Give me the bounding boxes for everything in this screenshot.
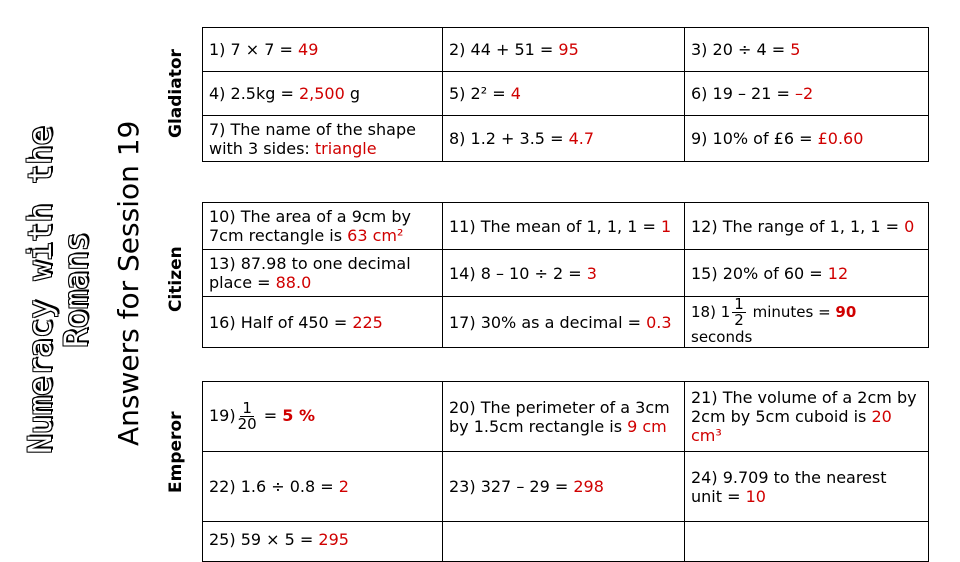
table-row xyxy=(203,452,929,522)
question-cell: 8) 1.2 + 3.5 = 4.7 xyxy=(443,116,685,162)
question-cell: 24) 9.709 to the nearest unit = 10 xyxy=(685,452,929,522)
question-cell: 19) $\frac{1}{20}$ = 5 % xyxy=(203,382,443,452)
question-cell: 18) 1 $\frac{1}{2}$ minutes = 90 seconds xyxy=(685,297,929,348)
table-row xyxy=(203,116,929,162)
question-cell xyxy=(443,522,685,562)
table-row xyxy=(203,250,929,297)
emperor-table xyxy=(202,381,929,562)
table-row xyxy=(203,382,929,452)
table-row xyxy=(203,203,929,250)
title-line2: Romans xyxy=(57,232,95,348)
question-cell: 16) Half of 450 = 225 xyxy=(203,297,443,348)
question-cell: 14) 8 – 10 ÷ 2 = 3 xyxy=(443,250,685,297)
question-cell: 17) 30% as a decimal = 0.3 xyxy=(443,297,685,348)
citizen-table xyxy=(202,202,929,348)
fraction: $\frac{1}{20}$ xyxy=(237,399,257,433)
question-cell: 12) The range of 1, 1, 1 = 0 xyxy=(685,203,929,250)
table-row xyxy=(203,297,929,348)
table-row xyxy=(203,522,929,562)
question-cell: 22) 1.6 ÷ 0.8 = 2 xyxy=(203,452,443,522)
question-cell: 23) 327 – 29 = 298 xyxy=(443,452,685,522)
gladiator-table xyxy=(202,27,929,162)
question-cell: 15) 20% of 60 = 12 xyxy=(685,250,929,297)
question-cell: 7) The name of the shape with 3 sides: triangle xyxy=(203,116,443,162)
question-cell: 20) The perimeter of a 3cm by 1.5cm rectangle is 9 cm xyxy=(443,382,685,452)
table-row xyxy=(203,72,929,116)
question-cell: 13) 87.98 to one decimal place = 88.0 xyxy=(203,250,443,297)
page-title xyxy=(22,55,94,525)
question-cell: 3) 20 ÷ 4 = 5 xyxy=(685,28,929,72)
question-cell: 2) 44 + 51 = 95 xyxy=(443,28,685,72)
question-cell: 9) 10% of £6 = £0.60 xyxy=(685,116,929,162)
question-cell: 1) 7 × 7 = 49 xyxy=(203,28,443,72)
table-row xyxy=(203,28,929,72)
question-cell: 4) 2.5kg = 2,500 g xyxy=(203,72,443,116)
question-cell: 11) The mean of 1, 1, 1 = 1 xyxy=(443,203,685,250)
question-cell: 6) 19 – 21 = –2 xyxy=(685,72,929,116)
level-label-emperor: Emperor xyxy=(166,411,186,493)
level-label-citizen: Citizen xyxy=(166,246,186,312)
level-label-gladiator: Gladiator xyxy=(166,49,186,138)
question-cell: 21) The volume of a 2cm by 2cm by 5cm cuboid is 20 cm³ xyxy=(685,382,929,452)
question-cell: 5) 2² = 4 xyxy=(443,72,685,116)
question-cell: 25) 59 × 5 = 295 xyxy=(203,522,443,562)
fraction: $\frac{1}{2}$ xyxy=(734,296,744,329)
question-cell: 10) The area of a 9cm by 7cm rectangle is 63 cm² xyxy=(203,203,443,250)
page-subtitle: Answers for Session 19 xyxy=(112,120,145,446)
question-cell xyxy=(685,522,929,562)
title-line1: Numeracy with the xyxy=(21,126,59,454)
